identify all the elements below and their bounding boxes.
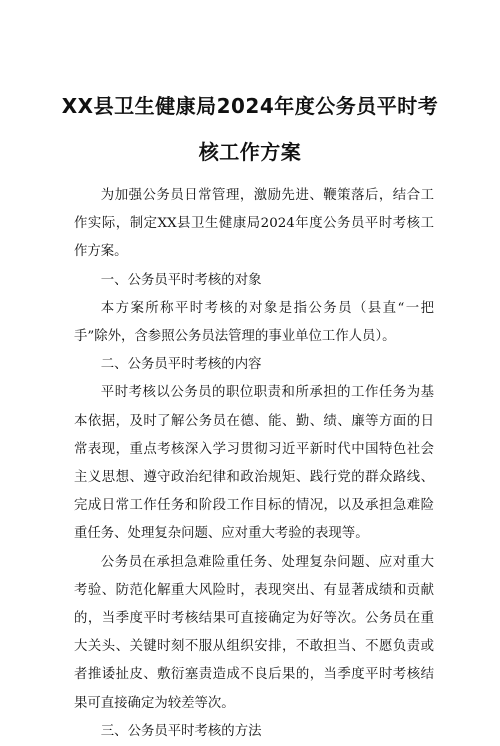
intro-paragraph: 为加强公务员日常管理，激励先进、鞭策落后，结合工作实际，制定XX县卫生健康局2024年度公务员平时考核工作方案。 xyxy=(74,188,434,260)
section-heading-1: 一、公务员平时考核的对象 xyxy=(100,272,262,288)
document-title-line-1: XX县卫生健康局2024年度公务员平时考 xyxy=(61,94,439,118)
section-heading-2: 二、公务员平时考核的内容 xyxy=(100,357,262,373)
document-title-line-2: 核工作方案 xyxy=(198,140,302,164)
document-body xyxy=(74,182,434,746)
body-paragraph: 平时考核以公务员的职位职责和所承担的工作任务为基本依据，及时了解公务员在德、能、勤、绩、廉等方面的日常表现，重点考核深入学习贯彻习近平新时代中国特色社会主义思想、遵守政治纪律和政治规矩、践行党的群众路线、完成日常工作任务和阶段工作目标的情况，以及承担急难险重任务、处理复杂问题、应对重大考验的表现等。 xyxy=(74,385,434,542)
body-paragraph: 本方案所称平时考核的对象是指公务员（县直“一把手”除外，含参照公务员法管理的事业单位工作人员）。 xyxy=(74,300,434,345)
section-heading-3: 三、公务员平时考核的方法 xyxy=(100,723,262,739)
body-paragraph: 公务员在承担急难险重任务、处理复杂问题、应对重大考验、防范化解重大风险时，表现突出、有显著成绩和贡献的，当季度平时考核结果可直接确定为好等次。公务员在重大关头、关键时刻不服从组织安排，不敢担当、不愿负责或者推诿扯皮、敷衍塞责造成不良后果的，当季度平时考核结果可直接确定为较差等次。 xyxy=(74,554,434,711)
